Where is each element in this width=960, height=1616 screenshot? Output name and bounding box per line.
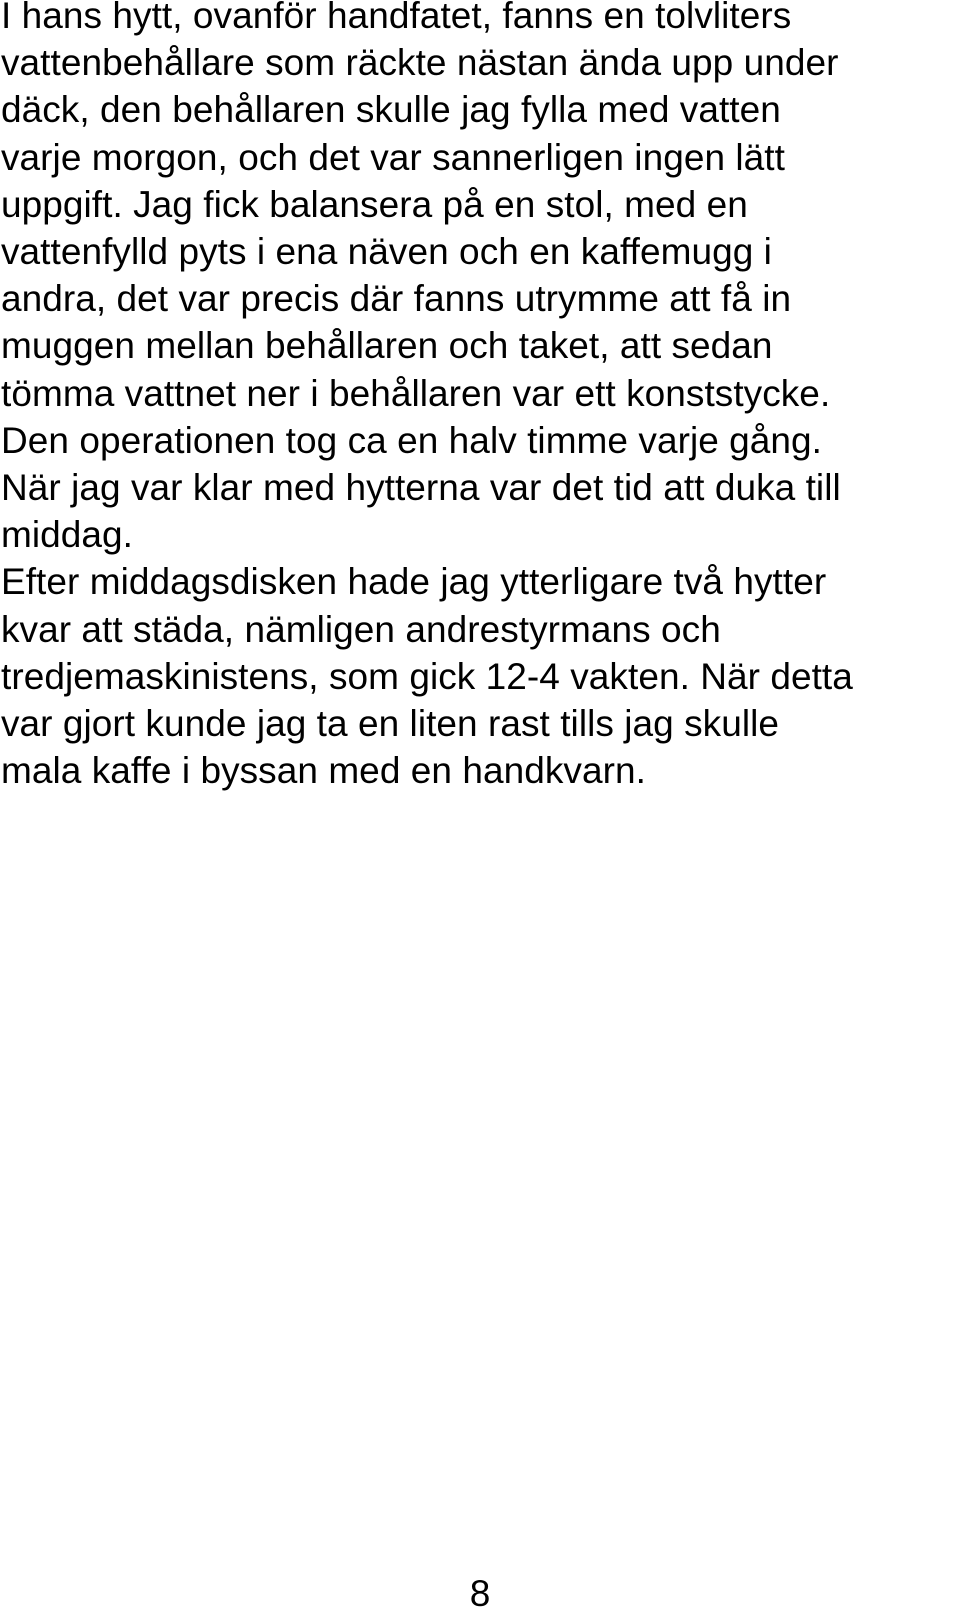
text-line-14: kvar att städa, nämligen andrestyrmans och — [1, 608, 721, 650]
text-line-4: varje morgon, och det var sannerligen ingen lätt — [1, 136, 785, 178]
body-text — [1, 0, 951, 794]
text-line-2: vattenbehållare som räckte nästan ända upp under — [1, 42, 839, 84]
page-number: 8 — [469, 1573, 491, 1614]
text-line-9: tömma vattnet ner i behållaren var ett konststycke. — [1, 372, 831, 414]
text-line-5: uppgift. Jag fick balansera på en stol, med en — [1, 183, 748, 225]
text-line-16: var gjort kunde jag ta en liten rast tills jag skulle — [1, 703, 779, 745]
text-line-1: I hans hytt, ovanför handfatet, fanns en tolvliters — [1, 0, 792, 36]
text-line-8: muggen mellan behållaren och taket, att sedan — [1, 325, 773, 367]
text-line-3: däck, den behållaren skulle jag fylla med vatten — [1, 89, 781, 131]
text-line-13: Efter middagsdisken hade jag ytterligare två hytter — [1, 561, 827, 603]
text-line-6: vattenfylld pyts i ena näven och en kaffemugg i — [1, 231, 772, 273]
text-line-11: När jag var klar med hytterna var det tid att duka till — [1, 467, 841, 509]
text-line-15: tredjemaskinistens, som gick 12-4 vakten. När detta — [1, 655, 853, 697]
text-line-12: middag. — [1, 514, 133, 556]
text-line-10: Den operationen tog ca en halv timme varje gång. — [1, 419, 823, 461]
text-line-7: andra, det var precis där fanns utrymme att få in — [1, 278, 792, 320]
text-line-17: mala kaffe i byssan med en handkvarn. — [1, 750, 646, 792]
